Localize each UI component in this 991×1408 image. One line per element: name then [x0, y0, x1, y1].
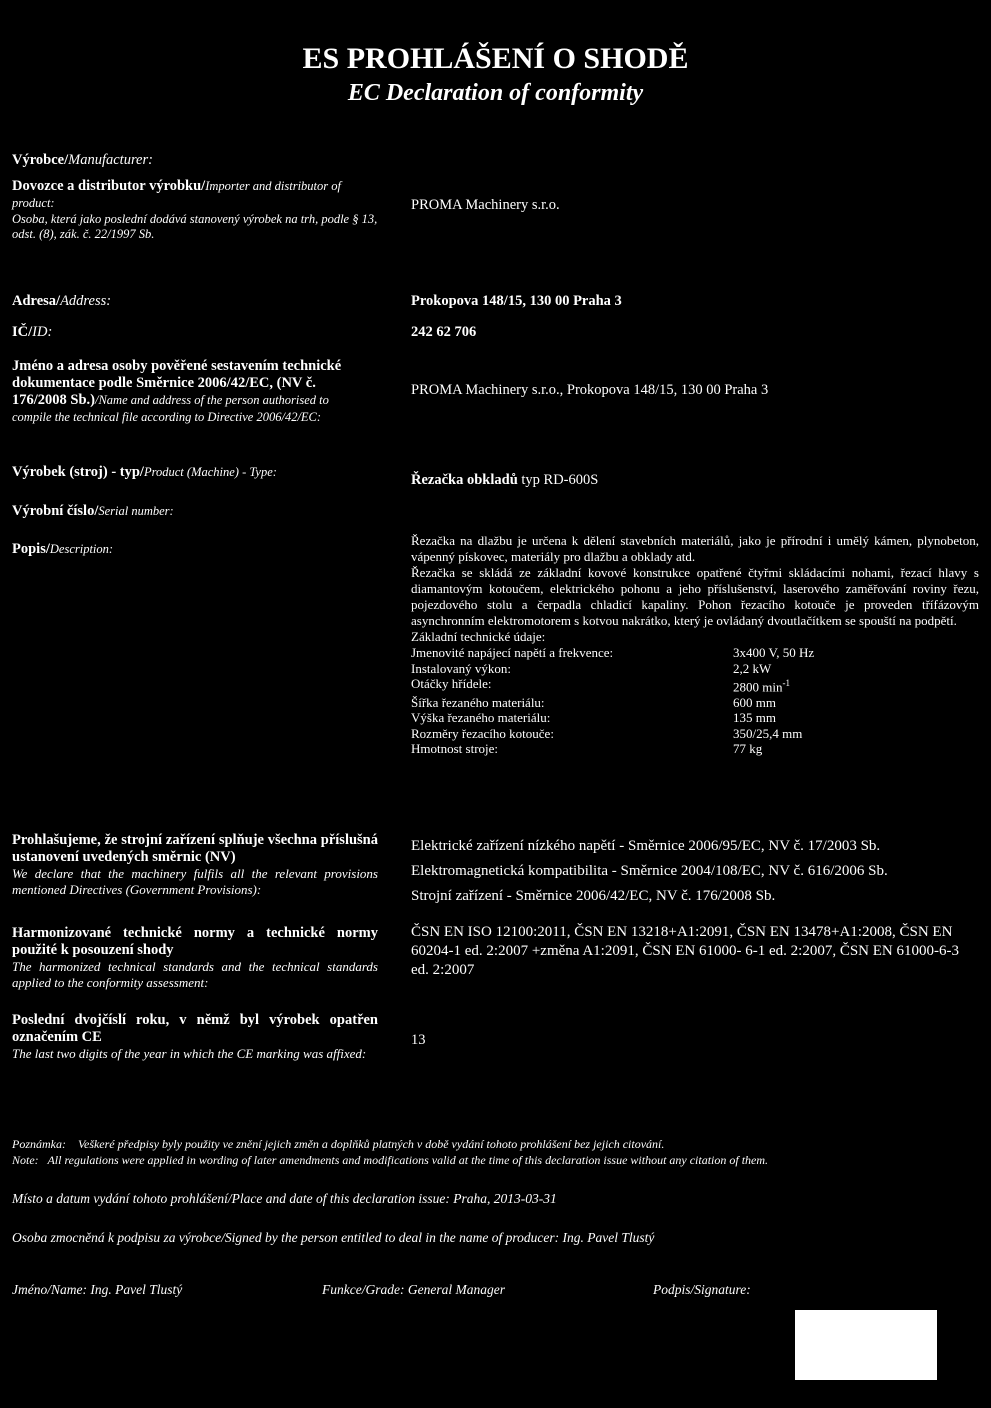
spec-value [733, 741, 762, 757]
tech-doc-label: Jméno a adresa osoby pověřené sestavením technické dokumentace podle Směrnice 2006/42/EC, (NV č. 176/2008 Sb.)/Name and address of the person authorised to compile the technical file according to Directive 2006/42/EC: [12, 358, 342, 424]
spec-name: Hmotnost stroje: [411, 741, 499, 757]
tech-doc-value: PROMA Machinery s.r.o., Prokopova 148/15, 130 00 Praha 3 [411, 382, 769, 398]
description-para-2: Řezačka se skládá ze základní kovové konstrukce opatřené čtyřmi skládacími nohami, řezací hlavy s diamantovým kotoučem, elektrického pohonu a jeho příslušenství, laserového zaměřování roviny řezu, pojezdového stolu a čerpadla chladicí kapaliny. Pohon řezacího kotouče je proveden třífázovým asynchronním elektromotorem s kotvou nakrátko, který je ovládaný dvoutlačítkem se spouští na podpětí. [411, 565, 979, 628]
spec-name: Rozměry řezacího kotouče: [411, 725, 554, 741]
description-para-1: Řezačka na dlažbu je určena k dělení stavebních materiálů, jako je přírodní i umělý kámen, plynobeton, vápenný pískovec, materiály pro dlažbu a obklady atd. [411, 533, 979, 564]
spec-row [411, 695, 979, 711]
address-value: Prokopova 148/15, 130 00 Praha 3 [411, 293, 622, 309]
address-label: Adresa/Address: [12, 293, 112, 309]
description-block [411, 533, 979, 757]
signature-box [795, 1310, 937, 1380]
importer-value: PROMA Machinery s.r.o. [411, 197, 560, 213]
spec-value-text: 77 kg [733, 741, 763, 757]
spec-value-text: 350/25,4 mm [733, 725, 803, 741]
note-cz: Poznámka: Veškeré předpisy byly použity ve znění jejich změn a doplňků platných v době vydání tohoto prohlášení bez jejich citování. [12, 1137, 665, 1151]
specs-title: Základní technické údaje: [411, 629, 546, 644]
spec-name: Otáčky hřídele: [411, 676, 492, 691]
spec-value [733, 710, 776, 726]
page-subtitle: EC Declaration of conformity [347, 80, 644, 106]
product-label: Výrobek (stroj) - typ/Product (Machine) - Type: [12, 464, 277, 480]
directive-machinery: Strojní zařízení - Směrnice 2006/42/EC, NV č. 176/2008 Sb. [411, 888, 776, 904]
place-date: Místo a datum vydání tohoto prohlášení/Place and date of this declaration issue: Praha, 2013-03-31 [12, 1191, 557, 1206]
product-value: Řezačka obkladů typ RD-600S [411, 472, 599, 488]
spec-row [411, 710, 979, 726]
note-en: Note: All regulations were applied in wording of later amendments and modifications valid at the time of this declaration issue without any citation of them. [12, 1153, 769, 1167]
specs-table [411, 645, 979, 757]
page-title: ES PROHLÁŠENÍ O SHODĚ [302, 42, 689, 75]
declare-values [411, 834, 888, 909]
spec-name: Jmenovité napájecí napětí a frekvence: [411, 645, 614, 660]
importer-label: Dovozce a distributor výrobku/Importer and distributor of product: Osoba, která jako poslední dodává stanovený výrobek na trh, podle § 13, odst. (8), zák. č. 22/1997 Sb. [12, 178, 384, 242]
spec-value-text: 3x400 V, 50 Hz [733, 645, 815, 660]
spec-row [411, 645, 979, 661]
description-label: Popis/Description: [12, 541, 114, 557]
spec-name: Šířka řezaného materiálu: [411, 694, 545, 710]
spec-value [733, 695, 776, 711]
directive-emc: Elektromagnetická kompatibilita - Směrnice 2004/108/EC, NV č. 616/2006 Sb. [411, 863, 888, 879]
declare-label: Prohlašujeme, že strojní zařízení splňuje všechna příslušná ustanovení uvedených směrnic (NV) We declare that the machinery fulfils all the relevant provisions mentioned Directives (Government Provisions): [12, 832, 378, 897]
spec-name: Výška řezaného materiálu: [411, 710, 551, 726]
signer-name: Jméno/Name: Ing. Pavel Tlustý [12, 1282, 183, 1297]
ce-year-value: 13 [411, 1032, 426, 1048]
spec-value [733, 661, 771, 677]
ce-year-label: Poslední dvojčíslí roku, v němž byl výrobek opatřen označením CE The last two digits of the year in which the CE marking was affixed: [12, 1012, 378, 1061]
spec-value [733, 645, 814, 661]
id-label: IČ/ID: [12, 324, 53, 340]
spec-row [411, 676, 979, 695]
spec-value-text: 135 mm [733, 710, 776, 726]
serial-label: Výrobní číslo/Serial number: [12, 503, 174, 519]
signer-grade: Funkce/Grade: General Manager [322, 1282, 505, 1297]
signature-label: Podpis/Signature: [653, 1282, 751, 1297]
spec-value [733, 726, 802, 742]
standards-label: Harmonizované technické normy a technické normy použité k posouzení shody The harmonized technical standards and the technical standards applied to the conformity assessment: [12, 925, 378, 990]
id-value: 242 62 706 [411, 324, 477, 340]
manufacturer-label: Výrobce/Manufacturer: [12, 152, 153, 168]
spec-name: Instalovaný výkon: [411, 660, 512, 676]
signed-by: Osoba zmocněná k podpisu za výrobce/Signed by the person entitled to deal in the name of producer: Ing. Pavel Tlustý [12, 1230, 655, 1245]
importer-note: Osoba, která jako poslední dodává stanovený výrobek na trh, podle § 13, odst. (8), zák. č. 22/1997 Sb. [12, 212, 378, 241]
standards-value: ČSN EN ISO 12100:2011, ČSN EN 13218+A1:2091, ČSN EN 13478+A1:2008, ČSN EN 60204-1 ed. 2:2007 +změna A1:2091, ČSN EN 61000- 6-1 ed. 2:2007, ČSN EN 61000-6-3 ed. 2:2007 [411, 924, 959, 978]
directive-lvd: Elektrické zařízení nízkého napětí - Směrnice 2006/95/EC, NV č. 17/2003 Sb. [411, 838, 881, 854]
spec-row [411, 661, 979, 677]
spec-value-text: 2,2 kW [733, 660, 772, 676]
spec-value [733, 676, 790, 695]
spec-unit-exponent: -1 [782, 678, 790, 688]
spec-value-text: 2800 min [733, 679, 783, 695]
spec-value-text: 600 mm [733, 694, 776, 710]
spec-row [411, 726, 979, 742]
spec-row [411, 741, 979, 757]
